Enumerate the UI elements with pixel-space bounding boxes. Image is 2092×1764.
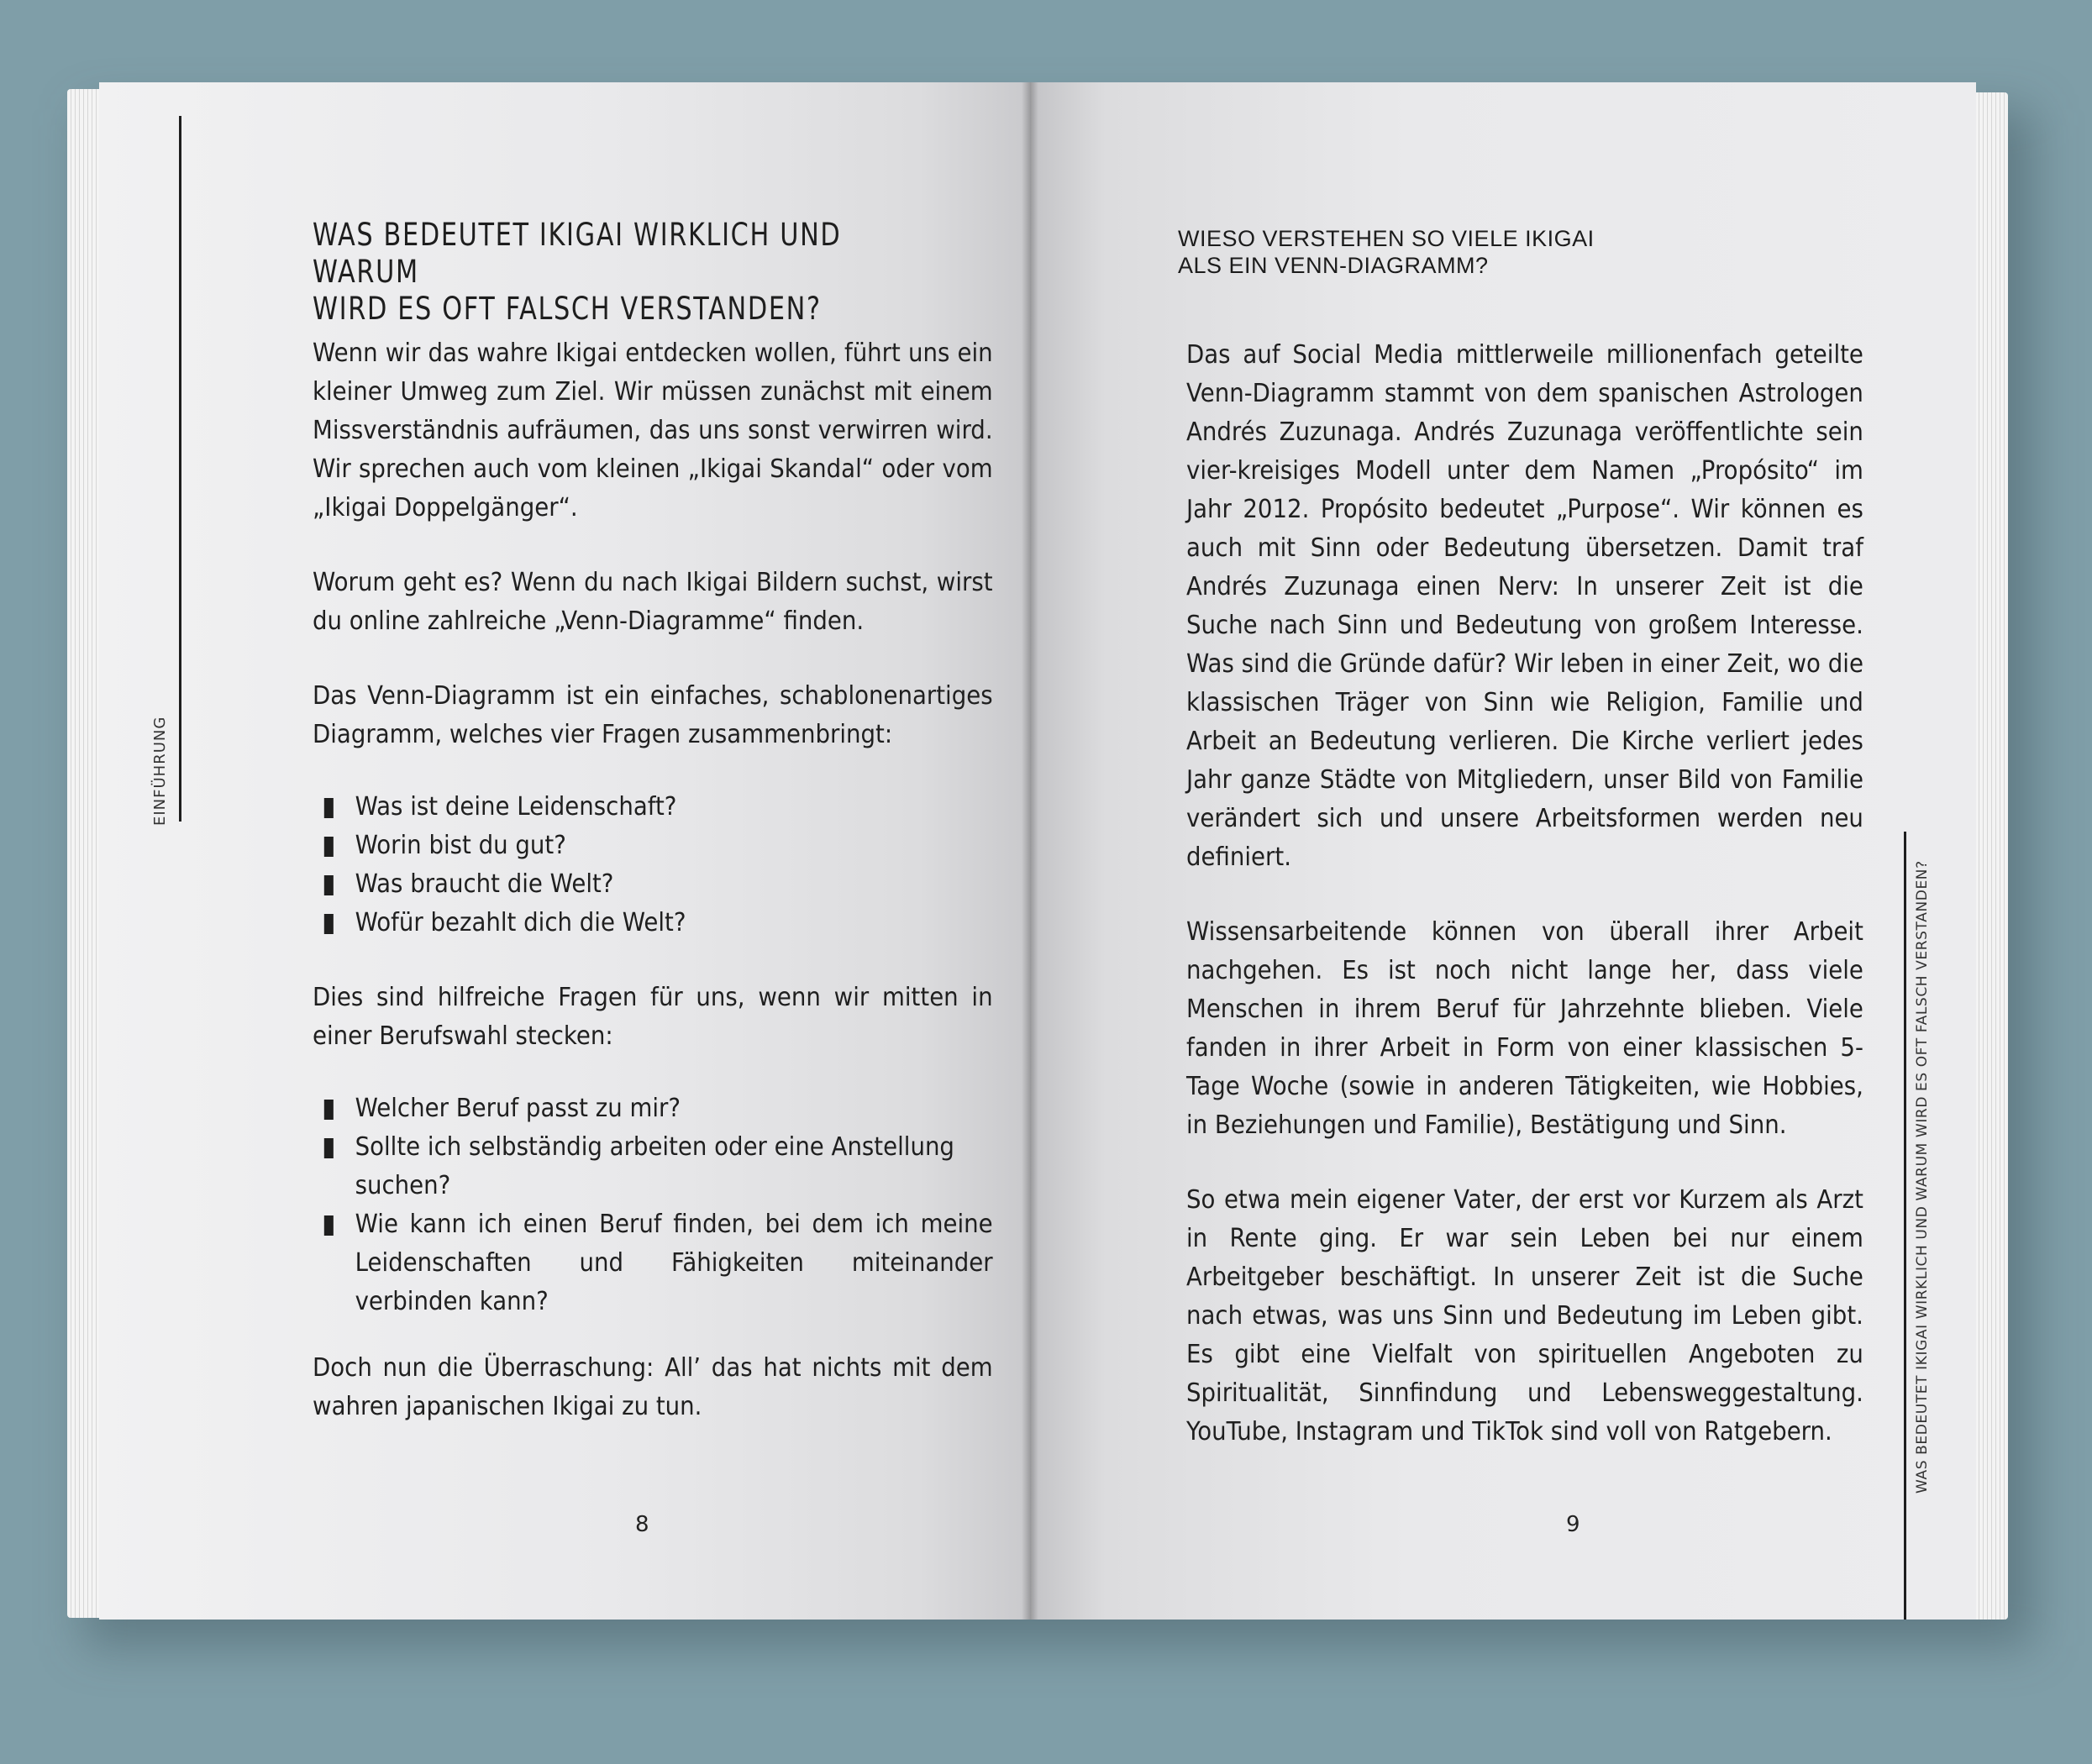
list-item: Welcher Beruf passt zu mir?: [355, 1089, 993, 1128]
career-question-list: [313, 1089, 993, 1321]
chapter-title-line-2: WIRD ES OFT FALSCH VERSTANDEN?: [313, 291, 822, 327]
paragraph: Das Venn-Diagramm ist ein einfaches, schablonenartiges Diagramm, welches vier Fragen zusammenbringt:: [313, 681, 993, 749]
left-running-head: EINFÜHRUNG: [151, 716, 169, 826]
right-running-head: WAS BEDEUTET IKIGAI WIRKLICH UND WARUM WIRD ES OFT FALSCH VERSTANDEN?: [1914, 860, 1931, 1494]
paragraph: Doch nun die Überraschung: All’ das hat nichts mit dem wahren japanischen Ikigai zu tun.: [313, 1353, 993, 1421]
paragraph: Wissensarbeitende können von überall ihrer Arbeit nachgehen. Es ist noch nicht lange her, dass viele Menschen in ihrem Beruf für Jahrzehnte blieben. Viele fanden in ihrer Arbeit in Form von einer klassischen 5-Tage Woche (sowie in anderen Tätigkeiten, wie Hobbies, in Beziehungen und Familie), Bestätigung und Sinn.: [1186, 917, 1863, 1140]
list-item: Worin bist du gut?: [355, 827, 993, 865]
bullet-icon: [324, 1100, 334, 1120]
list-item: Was braucht die Welt?: [355, 865, 993, 904]
bullet-icon: [324, 1138, 334, 1158]
book-gutter: [1022, 82, 1038, 1620]
bullet-icon: [324, 837, 334, 857]
paragraph: Wenn wir das wahre Ikigai entdecken wollen, führt uns ein kleiner Umweg zum Ziel. Wir müssen zunächst mit einem Missverständnis aufräumen, das uns sonst verwirren wird. Wir sprechen auch vom kleinen „Ikigai Skandal“ oder vom „Ikigai Doppelgänger“.: [313, 339, 993, 522]
list-item: Sollte ich selbständig arbeiten oder eine Anstellung suchen?: [355, 1128, 993, 1205]
paragraph: Das auf Social Media mittlerweile millionenfach geteilte Venn-Diagramm stammt von dem spanischen Astrologen Andrés Zuzunaga. Andrés Zuzunaga veröffentlichte sein vier-kreisiges Modell unter dem Namen „Propósito“ im Jahr 2012. Propósito bedeutet „Purpose“. Wir können es auch mit Sinn oder Bedeutung übersetzen. Damit traf Andrés Zuzunaga einen Nerv: In unserer Zeit ist die Suche nach Sinn und Bedeutung von großem Interesse. Was sind die Gründe dafür? Wir leben in einer Zeit, wo die klassischen Träger von Sinn wie Religion, Familie und Arbeit an Bedeutung verlieren. Die Kirche verliert jedes Jahr ganze Städte von Mitgliedern, unser Bild von Familie verändert sich und unsere Arbeitsformen werden neu definiert.: [1186, 340, 1863, 872]
page-number-left: 8: [635, 1512, 649, 1537]
paragraph: Worum geht es? Wenn du nach Ikigai Bildern suchst, wirst du online zahlreiche „Venn-Diagramme“ finden.: [313, 568, 993, 636]
left-body: [313, 334, 993, 1462]
question-list: [313, 788, 993, 942]
section-subtitle: [1178, 225, 1595, 279]
bullet-icon: [324, 875, 334, 895]
list-item: Wie kann ich einen Beruf finden, bei dem ich meine Leidenschaften und Fähigkeiten miteinander verbinden kann?: [355, 1205, 993, 1321]
paragraph: Dies sind hilfreiche Fragen für uns, wenn wir mitten in einer Berufswahl stecken:: [313, 983, 993, 1051]
right-margin-rule: [1904, 832, 1906, 1620]
right-page: [1030, 82, 1976, 1620]
right-body: [1186, 336, 1863, 1488]
bullet-icon: [324, 798, 334, 818]
page-number-right: 9: [1566, 1512, 1580, 1537]
section-subtitle-line-1: WIESO VERSTEHEN SO VIELE IKIGAI: [1178, 226, 1595, 251]
open-book: [67, 82, 2008, 1620]
list-item: Was ist deine Leidenschaft?: [355, 788, 993, 827]
bullet-icon: [324, 1215, 334, 1236]
list-item: Wofür bezahlt dich die Welt?: [355, 904, 993, 942]
paragraph: So etwa mein eigener Vater, der erst vor Kurzem als Arzt in Rente ging. Er war sein Leben bei nur einem Arbeitgeber beschäftigt. In unserer Zeit ist die Suche nach etwas, was uns Sinn und Bedeutung im Leben gibt. Es gibt eine Vielfalt von spirituellen Angeboten zu Spiritualität, Sinnfindung und Lebensweggestaltung. YouTube, Instagram und TikTok sind voll von Ratgebern.: [1186, 1185, 1863, 1446]
chapter-title: [313, 217, 901, 328]
left-page: [99, 82, 1030, 1620]
left-margin-rule: [179, 116, 181, 822]
chapter-title-line-1: WAS BEDEUTET IKIGAI WIRKLICH UND WARUM: [313, 217, 842, 290]
section-subtitle-line-2: ALS EIN VENN-DIAGRAMM?: [1178, 253, 1489, 278]
bullet-icon: [324, 914, 334, 934]
